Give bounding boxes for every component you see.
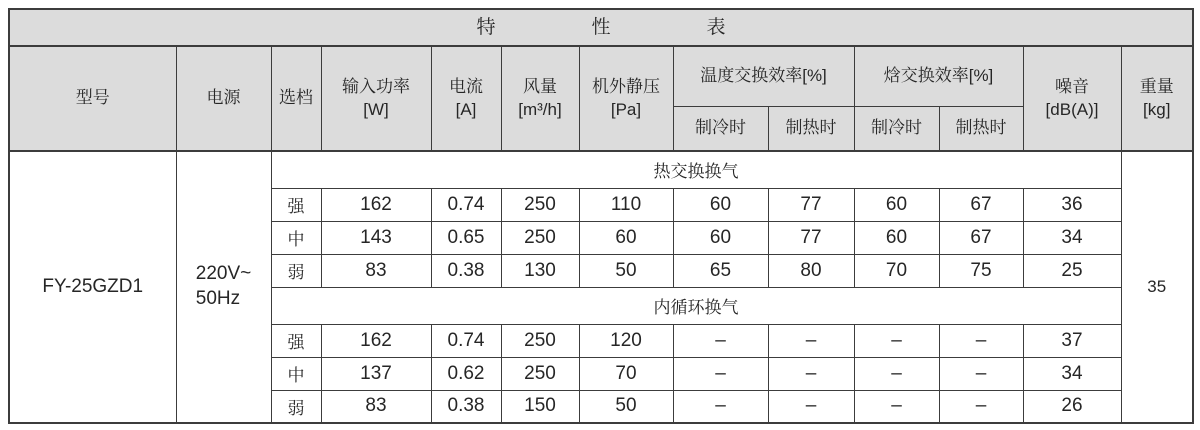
col-header-static-pressure xyxy=(579,46,673,151)
col-header-weight xyxy=(1121,46,1193,151)
noise-value: 34 xyxy=(1023,357,1121,390)
section-row-heat-exchange xyxy=(9,151,1193,188)
enthalpy-cooling-value: – xyxy=(854,357,939,390)
temp-cooling-value: 60 xyxy=(673,188,768,221)
static-pressure-value: 70 xyxy=(579,357,673,390)
static-pressure-value: 50 xyxy=(579,390,673,423)
model-value: FY-25GZD1 xyxy=(9,151,176,423)
gear-value: 中 xyxy=(271,221,321,254)
weight-unit: [kg] xyxy=(1143,99,1171,119)
current-value: 0.65 xyxy=(431,221,501,254)
airflow-value: 250 xyxy=(501,357,579,390)
noise-value: 26 xyxy=(1023,390,1121,423)
static-pressure-unit: [Pa] xyxy=(610,99,642,119)
power-value xyxy=(176,151,271,423)
enthalpy-cooling-value: – xyxy=(854,324,939,357)
gear-value: 强 xyxy=(271,188,321,221)
section-title: 热交换换气 xyxy=(271,151,1121,188)
input-power-value: 83 xyxy=(321,390,431,423)
enthalpy-heating-value: – xyxy=(939,324,1023,357)
enthalpy-heating-value: 67 xyxy=(939,188,1023,221)
airflow-value: 250 xyxy=(501,324,579,357)
airflow-value: 150 xyxy=(501,390,579,423)
gear-value: 强 xyxy=(271,324,321,357)
airflow-value: 250 xyxy=(501,188,579,221)
temp-heating-value: 80 xyxy=(768,254,854,287)
col-header-enthalpy-exchange: 焓交换效率[%] xyxy=(854,46,1023,106)
input-power-value: 137 xyxy=(321,357,431,390)
col-header-noise xyxy=(1023,46,1121,151)
col-header-power: 电源 xyxy=(176,46,271,151)
temp-cooling-value: – xyxy=(673,357,768,390)
noise-value: 37 xyxy=(1023,324,1121,357)
enthalpy-heating-value: 75 xyxy=(939,254,1023,287)
current-unit: [A] xyxy=(455,99,477,119)
col-header-current xyxy=(431,46,501,151)
temp-cooling-value: 65 xyxy=(673,254,768,287)
noise-label: 噪音 xyxy=(1055,76,1089,96)
enthalpy-heating-value: – xyxy=(939,357,1023,390)
noise-value: 25 xyxy=(1023,254,1121,287)
input-power-value: 162 xyxy=(321,188,431,221)
col-header-enthalpy-heating: 制热时 xyxy=(939,106,1023,151)
noise-value: 34 xyxy=(1023,221,1121,254)
enthalpy-cooling-value: 60 xyxy=(854,188,939,221)
temp-cooling-value: 60 xyxy=(673,221,768,254)
airflow-value: 130 xyxy=(501,254,579,287)
enthalpy-cooling-value: 70 xyxy=(854,254,939,287)
spec-table xyxy=(8,8,1194,424)
input-power-value: 83 xyxy=(321,254,431,287)
noise-unit: [dB(A)] xyxy=(1045,99,1099,119)
enthalpy-heating-value: – xyxy=(939,390,1023,423)
input-power-unit: [W] xyxy=(363,99,389,119)
power-value-line2: 50Hz xyxy=(195,288,241,309)
temp-heating-value: 77 xyxy=(768,221,854,254)
header-row-main xyxy=(9,46,1193,106)
col-header-enthalpy-cooling: 制冷时 xyxy=(854,106,939,151)
col-header-model: 型号 xyxy=(9,46,176,151)
col-header-temp-exchange: 温度交换效率[%] xyxy=(673,46,854,106)
noise-value: 36 xyxy=(1023,188,1121,221)
weight-label: 重量 xyxy=(1139,76,1174,96)
enthalpy-cooling-value: 60 xyxy=(854,221,939,254)
temp-heating-value: – xyxy=(768,357,854,390)
airflow-value: 250 xyxy=(501,221,579,254)
input-power-value: 143 xyxy=(321,221,431,254)
enthalpy-heating-value: 67 xyxy=(939,221,1023,254)
current-value: 0.62 xyxy=(431,357,501,390)
section-title: 内循环换气 xyxy=(271,287,1121,324)
current-value: 0.74 xyxy=(431,188,501,221)
static-pressure-value: 120 xyxy=(579,324,673,357)
temp-cooling-value: – xyxy=(673,390,768,423)
current-label: 电流 xyxy=(449,76,483,96)
weight-value: 35 xyxy=(1121,151,1193,423)
current-value: 0.38 xyxy=(431,254,501,287)
enthalpy-cooling-value: – xyxy=(854,390,939,423)
static-pressure-value: 110 xyxy=(579,188,673,221)
current-value: 0.38 xyxy=(431,390,501,423)
col-header-temp-heating: 制热时 xyxy=(768,106,854,151)
power-value-line1: 220V~ xyxy=(195,263,252,285)
airflow-unit: [m³/h] xyxy=(518,99,562,119)
temp-cooling-value: – xyxy=(673,324,768,357)
col-header-airflow xyxy=(501,46,579,151)
table-title-row xyxy=(9,9,1193,46)
col-header-input-power xyxy=(321,46,431,151)
input-power-value: 162 xyxy=(321,324,431,357)
gear-value: 中 xyxy=(271,357,321,390)
static-pressure-value: 50 xyxy=(579,254,673,287)
col-header-gear: 选档 xyxy=(271,46,321,151)
gear-value: 弱 xyxy=(271,254,321,287)
temp-heating-value: – xyxy=(768,390,854,423)
col-header-temp-cooling: 制冷时 xyxy=(673,106,768,151)
table-title: 特性表 xyxy=(9,9,1193,46)
static-pressure-value: 60 xyxy=(579,221,673,254)
current-value: 0.74 xyxy=(431,324,501,357)
temp-heating-value: – xyxy=(768,324,854,357)
static-pressure-label: 机外静压 xyxy=(592,76,660,96)
airflow-label: 风量 xyxy=(523,76,557,96)
temp-heating-value: 77 xyxy=(768,188,854,221)
input-power-label: 输入功率 xyxy=(342,76,410,96)
gear-value: 弱 xyxy=(271,390,321,423)
